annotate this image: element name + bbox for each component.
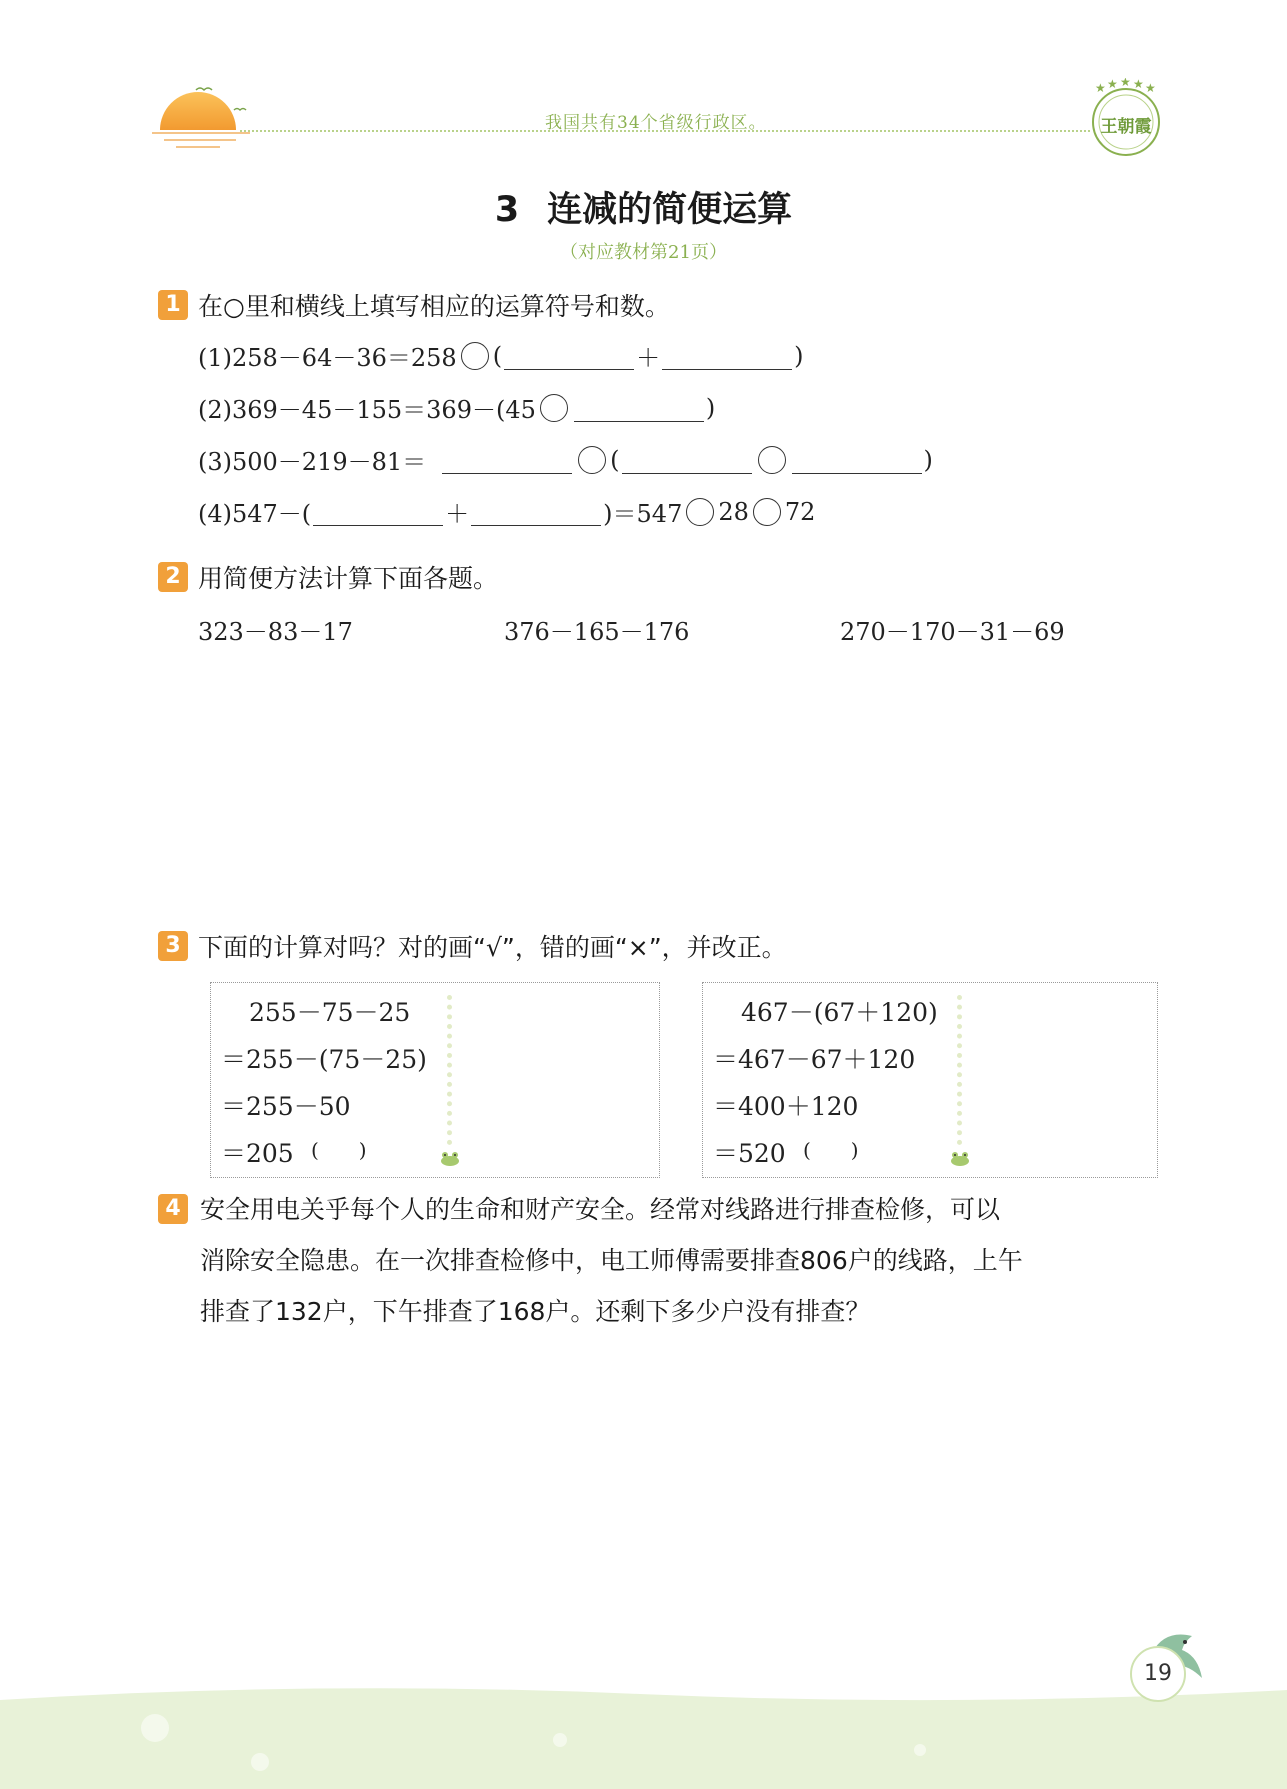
answer-circle[interactable]	[758, 446, 786, 474]
q1-line-4	[198, 494, 815, 529]
answer-blank[interactable]	[471, 497, 601, 526]
frog-icon	[949, 1149, 971, 1167]
q2-badge: 2	[158, 562, 188, 592]
q1-badge: 1	[158, 290, 188, 320]
sunset-decoration	[150, 78, 260, 153]
q2-expression-2: 376－165－176	[504, 618, 690, 646]
answer-blank[interactable]	[574, 393, 704, 422]
q2-work-area[interactable]	[198, 650, 1158, 900]
judgement-mark[interactable]: ( )	[803, 1138, 859, 1162]
q2-expression-1: 323－83－17	[198, 618, 353, 646]
q1-line-2	[198, 390, 715, 425]
q2-expression-3: 270－170－31－69	[840, 618, 1065, 646]
number: 72	[784, 497, 816, 526]
paren: )	[923, 445, 933, 474]
q1-header	[158, 287, 670, 323]
step: 255－75－25	[249, 998, 411, 1027]
paren: )	[794, 341, 804, 370]
q2-header	[158, 559, 498, 595]
title-text: 连减的简便运算	[547, 190, 793, 230]
answer-blank[interactable]	[622, 445, 752, 474]
q4-text	[200, 1184, 1160, 1337]
answer-blank[interactable]	[504, 341, 634, 370]
number: 28	[718, 497, 749, 526]
svg-text:★: ★	[1120, 78, 1131, 89]
judgement-mark[interactable]: ( )	[311, 1138, 367, 1162]
answer-circle[interactable]	[686, 498, 714, 526]
step: ＝255－(75－25)	[221, 1045, 427, 1074]
svg-text:★: ★	[1133, 78, 1144, 91]
answer-circle[interactable]	[540, 394, 568, 422]
q1-line-3	[198, 442, 933, 477]
page-subtitle: （对应教材第21页）	[560, 242, 727, 263]
paren: )	[705, 393, 716, 422]
answer-circle[interactable]	[753, 498, 781, 526]
step: ＝400＋120	[713, 1092, 859, 1121]
answer-blank[interactable]	[662, 341, 792, 370]
q4-line: 安全用电关乎每个人的生命和财产安全。经常对线路进行排查检修，可以	[200, 1195, 1001, 1224]
footer-decoration	[0, 1680, 1287, 1789]
answer-circle[interactable]	[578, 446, 606, 474]
plus-sign: ＋	[636, 344, 661, 372]
q3-badge: 3	[158, 931, 188, 961]
svg-text:★: ★	[1095, 81, 1106, 95]
logo-text: 王朝霞	[1100, 117, 1152, 137]
q1-line-2-text: (2)369－45－155＝369－(45	[198, 396, 536, 424]
q3-prompt: 下面的计算对吗？对的画“√”，错的画“×”，并改正。	[198, 933, 787, 962]
q4-line: 消除安全隐患。在一次排查检修中，电工师傅需要排查806户的线路，上午	[200, 1246, 1023, 1275]
q1-prompt: 在○里和横线上填写相应的运算符号和数。	[198, 292, 670, 321]
q3-right-box	[702, 982, 1158, 1178]
publisher-logo	[1085, 78, 1167, 160]
q4-line: 排查了132户，下午排查了168户。还剩下多少户没有排查？	[200, 1297, 871, 1326]
dotted-divider	[447, 995, 452, 1145]
svg-text:★: ★	[1107, 78, 1118, 91]
answer-blank[interactable]	[313, 497, 443, 526]
step: ＝520	[713, 1139, 786, 1168]
header-fact: 我国共有34个省级行政区。	[545, 113, 767, 133]
q3-left-box	[210, 982, 660, 1178]
dotted-divider	[957, 995, 962, 1145]
frog-icon	[439, 1149, 461, 1167]
title-number: 3	[494, 190, 520, 230]
paren: (	[610, 445, 620, 474]
svg-text:★: ★	[1145, 81, 1156, 95]
q4-badge: 4	[158, 1194, 188, 1224]
paren: (	[492, 341, 503, 370]
q1-line-4-text-b: )＝547	[603, 500, 683, 528]
q4-work-area[interactable]	[198, 1340, 1158, 1600]
q1-line-1	[198, 338, 803, 373]
step: ＝205	[221, 1139, 294, 1168]
page-number: 19	[1130, 1646, 1186, 1702]
step: ＝467－67＋120	[713, 1045, 916, 1074]
answer-blank[interactable]	[442, 445, 572, 474]
q2-prompt: 用简便方法计算下面各题。	[198, 564, 499, 593]
step: ＝255－50	[221, 1092, 351, 1121]
step: 467－(67＋120)	[741, 998, 938, 1027]
q1-line-3-text: (3)500－219－81＝	[198, 448, 427, 476]
page-title	[0, 182, 1287, 232]
q1-line-4-text: (4)547－(	[198, 500, 312, 528]
answer-blank[interactable]	[792, 445, 922, 474]
q1-line-1-text: (1)258－64－36＝258	[198, 344, 457, 372]
answer-circle[interactable]	[461, 342, 489, 370]
plus-sign: ＋	[445, 500, 470, 528]
q3-header	[158, 928, 787, 964]
